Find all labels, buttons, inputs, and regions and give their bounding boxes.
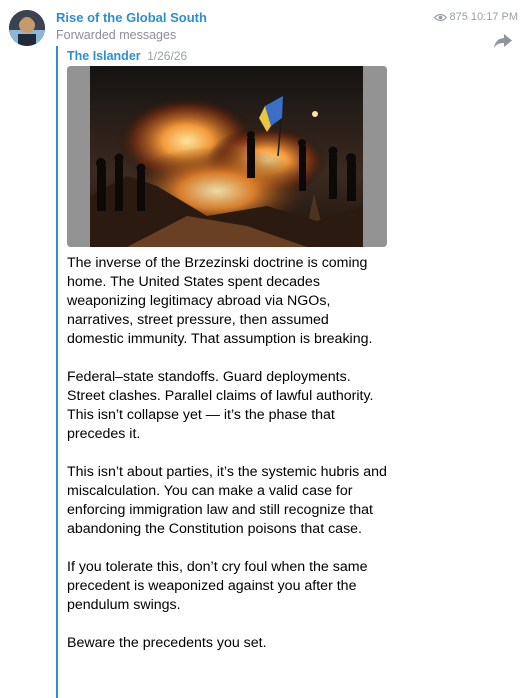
forward-source (67, 49, 187, 63)
channel-avatar[interactable] (9, 10, 45, 46)
message-meta (434, 11, 518, 23)
message-time: 10:17 PM (470, 11, 518, 23)
post-photo[interactable] (67, 66, 387, 247)
view-count: 875 (449, 11, 468, 23)
share-arrow-icon (493, 36, 513, 53)
post-paragraph: Federal–state standoffs. Guard deployments. Street clashes. Parallel claims of lawful authority. This isn’t collapse yet — it’s the phase that precedes it. (67, 369, 374, 442)
forwarded-label: Forwarded messages (56, 28, 177, 42)
forward-date: 1/26/26 (147, 49, 188, 63)
post-paragraph: This isn’t about parties, it’s the systemic hubris and miscalculation. You can make a valid case for enforcing immigration law and still recognize that abandoning the Constitution poisons that case. (67, 464, 387, 537)
forward-author[interactable]: The Islander (67, 49, 141, 63)
post-paragraph: The inverse of the Brzezinski doctrine is coming home. The United States spent decades weaponizing legitimacy abroad via NGOs, narratives, street pressure, then assumed domestic immunity. That assumption is breaking. (67, 255, 373, 347)
share-button[interactable] (493, 33, 513, 49)
eye-icon (434, 13, 447, 22)
channel-name[interactable]: Rise of the Global South (56, 10, 207, 25)
post-paragraph: If you tolerate this, don’t cry foul when the same precedent is weaponized against you after the pendulum swings. (67, 559, 368, 613)
post-body (67, 254, 387, 672)
post-paragraph: Beware the precedents you set. (67, 635, 267, 651)
forwarded-message (56, 46, 388, 698)
